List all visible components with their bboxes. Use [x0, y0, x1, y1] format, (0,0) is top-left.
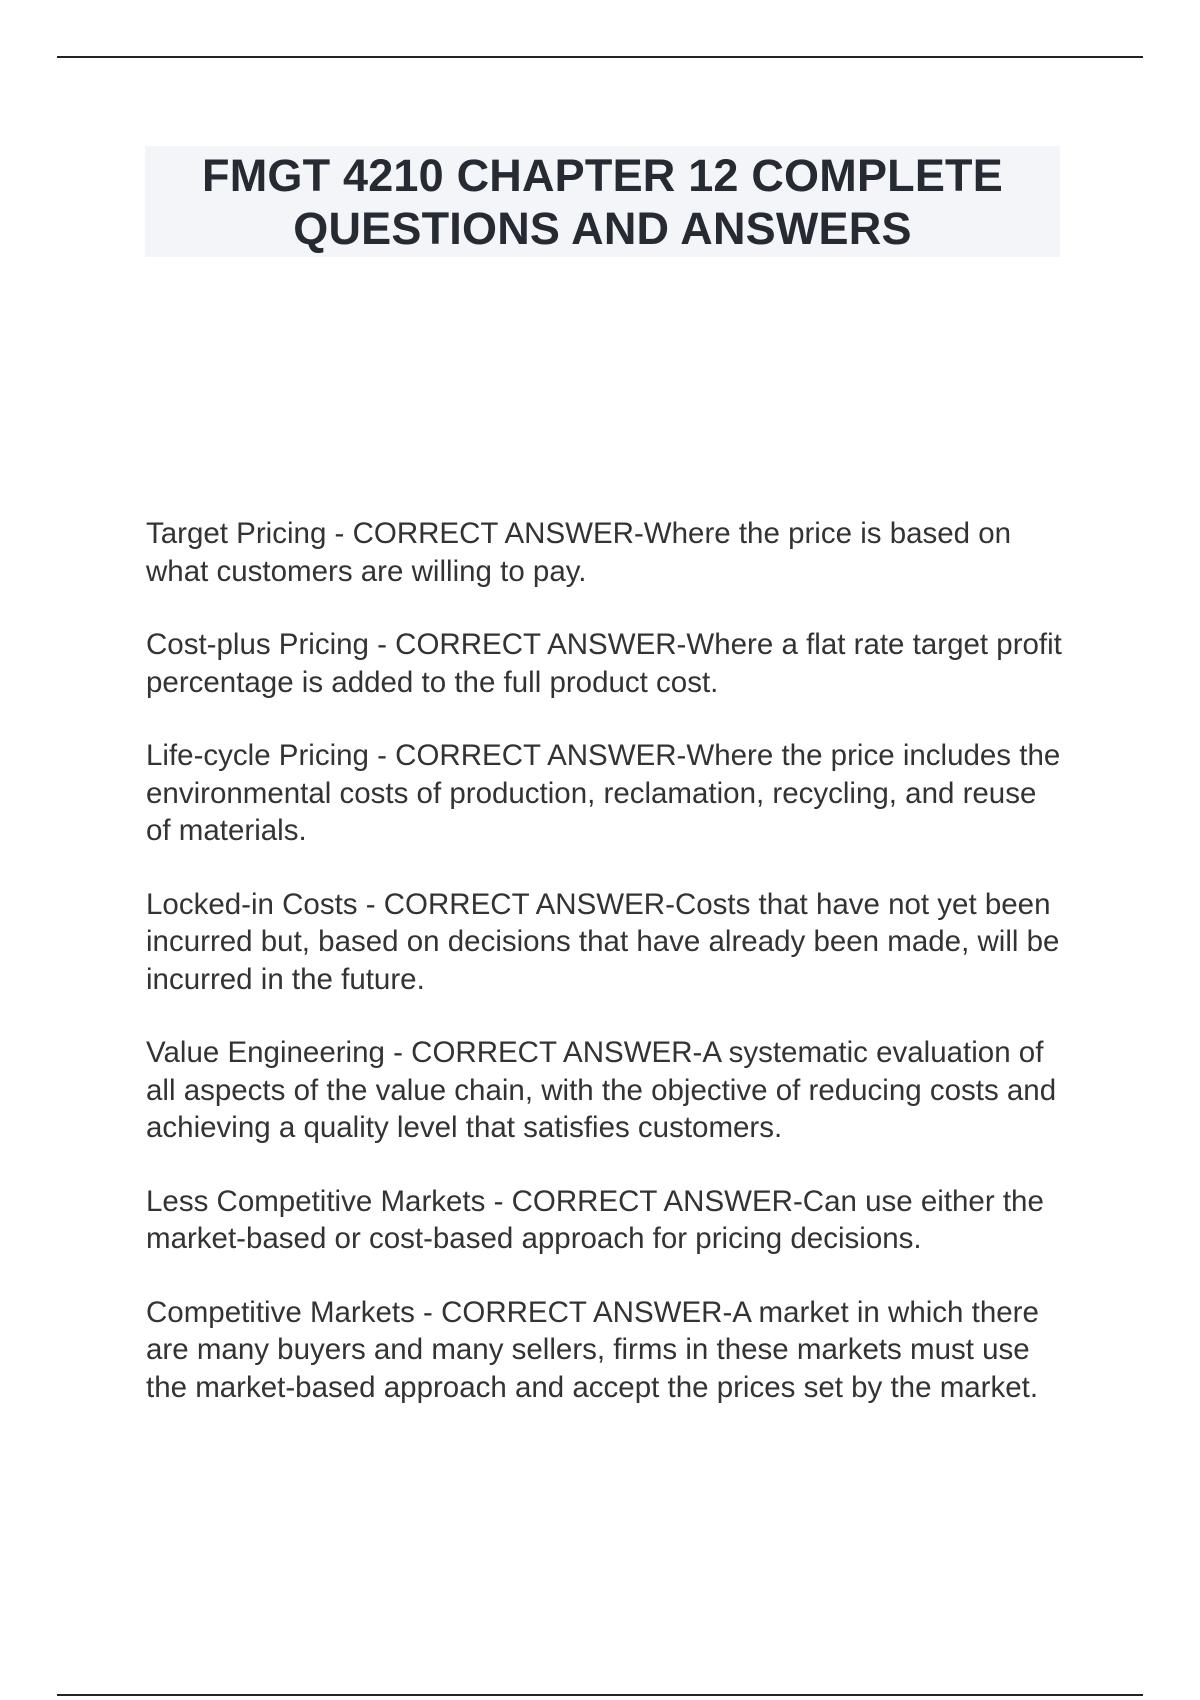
qa-entry	[146, 886, 1066, 999]
entry-separator: - CORRECT ANSWER-	[368, 628, 687, 661]
entry-term: Competitive Markets	[146, 1295, 415, 1329]
qa-entry	[146, 515, 1066, 590]
entry-term: Target Pricing	[146, 517, 327, 550]
entry-definition: A market in which there are many buyers and many sellers, firms in these markets must use the market-based approach and accept the prices set by the market.	[146, 1295, 1039, 1404]
entry-term: Value Engineering	[146, 1036, 385, 1069]
entry-separator: - CORRECT ANSWER-	[384, 1036, 703, 1069]
qa-entry	[146, 1183, 1066, 1258]
title-line-1: FMGT 4210 CHAPTER 12 COMPLETE	[202, 149, 1003, 201]
entry-definition: A systematic evaluation of all aspects of the value chain, with the objective of reducing costs and achieving a quality level that satisfies customers.	[146, 1036, 1057, 1144]
entry-term: Life-cycle Pricing	[146, 739, 369, 772]
entry-separator: - CORRECT ANSWER-	[485, 1184, 803, 1218]
qa-entry	[146, 737, 1066, 850]
qa-entry	[146, 626, 1066, 701]
entry-separator: - CORRECT ANSWER-	[326, 517, 644, 550]
entry-definition: Where the price is based on what customers are willing to pay.	[146, 517, 1012, 588]
page-title	[202, 149, 1003, 255]
title-banner	[145, 146, 1060, 257]
bottom-rule	[57, 1694, 1143, 1696]
title-line-2: QUESTIONS AND ANSWERS	[293, 202, 912, 254]
entry-definition: Costs that have not yet been incurred but, based on decisions that have already been made, will be incurred in the future.	[146, 887, 1060, 996]
entry-term: Cost-plus Pricing	[146, 628, 369, 661]
qa-entry	[146, 1294, 1066, 1407]
entry-term: Less Competitive Markets	[146, 1184, 486, 1218]
qa-entry	[146, 1034, 1066, 1147]
entry-separator: - CORRECT ANSWER-	[368, 739, 687, 772]
entry-definition: Where the price includes the environmental costs of production, reclamation, recycling, and reuse of materials.	[146, 739, 1061, 847]
entry-separator: - CORRECT ANSWER-	[414, 1295, 733, 1329]
entry-term: Locked-in Costs	[146, 887, 358, 921]
entry-definition: Can use either the market-based or cost-based approach for pricing decisions.	[146, 1184, 1044, 1255]
qa-list	[146, 515, 1066, 1442]
entry-definition: Where a flat rate target profit percentage is added to the full product cost.	[146, 628, 1062, 699]
entry-separator: - CORRECT ANSWER-	[357, 887, 675, 921]
top-rule	[57, 56, 1143, 58]
